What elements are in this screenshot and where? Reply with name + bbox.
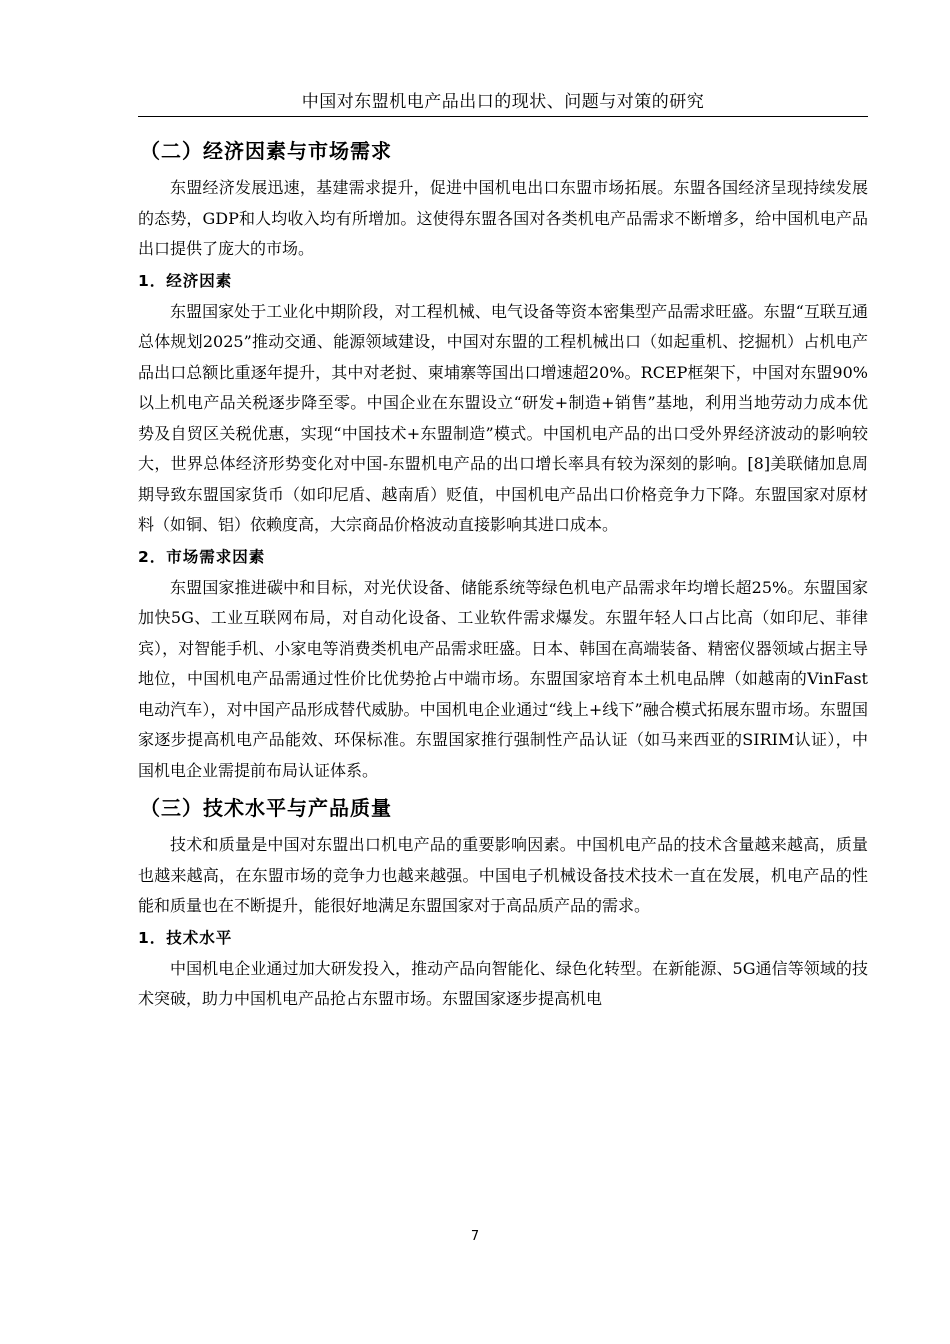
paragraph-economic-factors: 东盟国家处于工业化中期阶段，对工程机械、电气设备等资本密集型产品需求旺盛。东盟“互联互通总体规划2025”推动交通、能源领域建设，中国对东盟的工程机械出口（如起重机、挖掘机）占机电产品出口总额比重逐年提升，其中对老挝、柬埔寨等国出口增速超20%。RCEP框架下，中国对东盟90%以上机电产品关税逐步降至零。中国企业在东盟设立“研发+制造+销售”基地，利用当地劳动力成本优势及自贸区关税优惠，实现“中国技术+东盟制造”模式。中国机电产品的出口受外界经济波动的影响较大，世界总体经济形势变化对中国-东盟机电产品的出口增长率具有较为深刻的影响。[8]美联储加息周期导致东盟国家货币（如印尼盾、越南盾）贬值，中国机电产品出口价格竞争力下降。东盟国家对原材料（如铜、铝）依赖度高，大宗商品价格波动直接影响其进口成本。 [138,301,868,534]
subsection-heading-economic-factors: 1．经济因素 [138,271,233,290]
section-heading-economic: （二）经济因素与市场需求 [140,139,392,163]
page-number: 7 [470,1229,480,1244]
subsection-heading-tech-level: 1．技术水平 [138,928,233,947]
subsection-heading-market-demand: 2．市场需求因素 [138,547,266,566]
document-body [138,129,868,1015]
section-intro-economic: 东盟经济发展迅速，基建需求提升，促进中国机电出口东盟市场拓展。东盟各国经济呈现持续发展的态势，GDP和人均收入均有所增加。这使得东盟各国对各类机电产品需求不断增多，给中国机电产品出口提供了庞大的市场。 [138,178,868,258]
header-title: 中国对东盟机电产品出口的现状、问题与对策的研究 [301,92,705,112]
section-intro-technology: 技术和质量是中国对东盟出口机电产品的重要影响因素。中国机电产品的技术含量越来越高，质量也越来越高，在东盟市场的竞争力也越来越强。中国电子机械设备技术技术一直在发展，机电产品的性能和质量也在不断提升，能很好地满足东盟国家对于高品质产品的需求。 [138,835,868,915]
page-header [138,88,868,117]
paragraph-market-demand: 东盟国家推进碳中和目标，对光伏设备、储能系统等绿色机电产品需求年均增长超25%。东盟国家加快5G、工业互联网布局，对自动化设备、工业软件需求爆发。东盟年轻人口占比高（如印尼、菲律宾），对智能手机、小家电等消费类机电产品需求旺盛。日本、韩国在高端装备、精密仪器领域占据主导地位，中国机电产品需通过性价比优势抢占中端市场。东盟国家培育本土机电品牌（如越南的VinFast电动汽车），对中国产品形成替代威胁。中国机电企业通过“线上+线下”融合模式拓展东盟市场。东盟国家逐步提高机电产品能效、环保标准。东盟国家推行强制性产品认证（如马来西亚的SIRIM认证），中国机电企业需提前布局认证体系。 [138,577,868,780]
section-heading-technology: （三）技术水平与产品质量 [140,796,392,820]
paragraph-tech-level: 中国机电企业通过加大研发投入，推动产品向智能化、绿色化转型。在新能源、5G通信等领域的技术突破，助力中国机电产品抢占东盟市场。东盟国家逐步提高机电 [138,958,868,1008]
